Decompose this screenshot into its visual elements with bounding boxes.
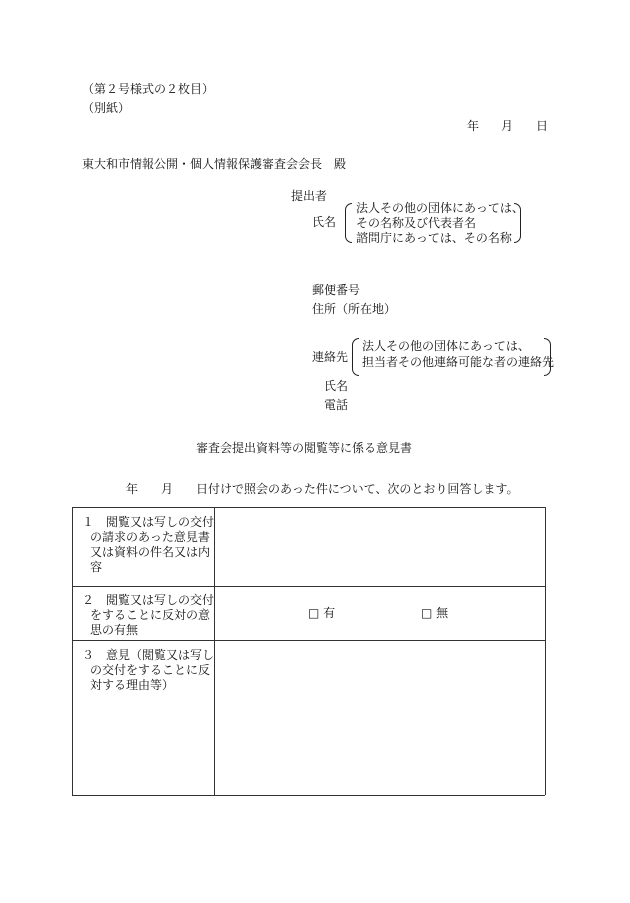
submitter-label: 提出者 bbox=[291, 189, 328, 203]
row-3-label-line: の交付をすることに反 bbox=[90, 663, 211, 677]
row-2-label bbox=[82, 593, 214, 638]
attachment-label: （別紙） bbox=[82, 101, 131, 115]
intro-text: 日付けで照会のあった件について、次のとおり回答します。 bbox=[196, 482, 519, 496]
name-label: 氏名 bbox=[312, 215, 337, 229]
date-year: 年 bbox=[467, 119, 480, 133]
name-note-bracket-right bbox=[514, 203, 521, 243]
row-1-label-line: １ 閲覧又は写しの交付 bbox=[82, 515, 215, 529]
row-1-value-area[interactable] bbox=[216, 509, 543, 585]
contact-note-line-1: 法人その他の団体にあっては、 bbox=[362, 339, 530, 353]
contact-note-line-2: 担当者その他連絡可能な者の連絡先 bbox=[362, 355, 555, 369]
date-month: 月 bbox=[501, 119, 514, 133]
row-3-label-line: 対する理由等） bbox=[90, 678, 175, 692]
table-border-bottom bbox=[72, 795, 545, 796]
address-label: 住所（所在地） bbox=[312, 302, 397, 316]
contact-name-label: 氏名 bbox=[324, 379, 349, 393]
name-note-line-1: 法人その他の団体にあっては、 bbox=[356, 201, 524, 215]
contact-note-bracket-left bbox=[352, 338, 359, 376]
row-1-label-line: 容 bbox=[90, 560, 103, 574]
name-note-line-3: 諮問庁にあっては、その名称 bbox=[356, 231, 512, 245]
intro-year: 年 bbox=[126, 482, 139, 496]
row-1-label bbox=[82, 515, 214, 575]
table-row-divider-1 bbox=[72, 586, 545, 587]
row-2-label-line: をすることに反対の意 bbox=[90, 608, 211, 622]
table-border-top bbox=[72, 507, 545, 508]
contact-note-bracket-right bbox=[544, 338, 551, 376]
row-3-value-area[interactable] bbox=[216, 642, 543, 794]
row-1-label-line: の請求のあった意見書 bbox=[90, 530, 210, 544]
intro-month: 月 bbox=[161, 482, 174, 496]
table-border-left bbox=[72, 507, 73, 795]
contact-label: 連絡先 bbox=[312, 350, 349, 364]
row-3-label-line: ３ 意見（閲覧又は写し bbox=[82, 648, 215, 662]
name-note-line-2: その名称及び代表者名 bbox=[356, 216, 477, 230]
name-note-bracket-left bbox=[345, 203, 352, 243]
row-2-label-line: 思の有無 bbox=[90, 623, 139, 637]
table-column-divider bbox=[214, 507, 215, 795]
date-day: 日 bbox=[536, 119, 549, 133]
option-no-checkbox[interactable]: □ 無 bbox=[421, 606, 449, 620]
table-row-divider-2 bbox=[72, 640, 545, 641]
form-number: （第２号様式の２枚目） bbox=[82, 82, 215, 96]
row-3-label bbox=[82, 648, 214, 693]
row-2-label-line: ２ 閲覧又は写しの交付 bbox=[82, 593, 215, 607]
option-yes-checkbox[interactable]: □ 有 bbox=[308, 606, 336, 620]
document-title: 審査会提出資料等の閲覧等に係る意見書 bbox=[196, 441, 413, 455]
postal-label: 郵便番号 bbox=[312, 283, 361, 297]
addressee: 東大和市情報公開・個人情報保護審査会会長 殿 bbox=[82, 157, 347, 171]
table-border-right bbox=[545, 507, 546, 795]
row-1-label-line: 又は資料の件名又は内 bbox=[90, 545, 211, 559]
phone-label: 電話 bbox=[324, 398, 349, 412]
